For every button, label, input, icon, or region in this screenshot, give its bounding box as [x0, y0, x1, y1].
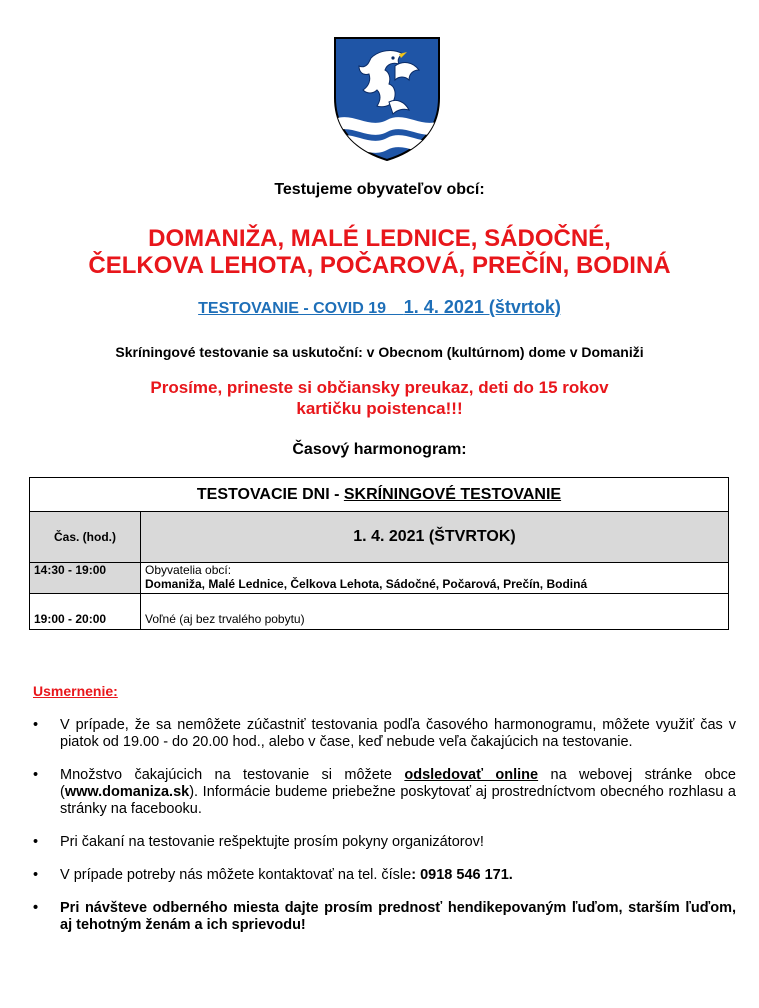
note-text: Pri čakaní na testovanie rešpektujte prosím pokyny organizátorov! — [60, 834, 484, 850]
bullet-icon: • — [33, 767, 39, 783]
bring-line-1: Prosíme, prineste si občiansky preukaz, deti do 15 rokov — [150, 378, 609, 397]
bring-notice — [0, 377, 759, 419]
list-item — [33, 867, 736, 884]
schedule-table — [29, 477, 729, 630]
bullet-icon: • — [33, 717, 39, 733]
bullet-icon: • — [33, 834, 39, 850]
note-text: na webovej stránke obce ( — [60, 767, 736, 800]
towns-line-2: ČELKOVA LEHOTA, POČAROVÁ, PREČÍN, BODINÁ — [88, 252, 671, 279]
schedule-table-title — [30, 478, 729, 512]
intro-heading: Testujeme obyvateľov obcí: — [274, 181, 485, 198]
note-text: ). Informácie budeme priebežne poskytovať aj prostredníctvom obecného rozhlasu a stránky na facebooku. — [60, 784, 736, 817]
note-text: Pri návšteve odberného miesta dajte prosím prednosť hendikepovaným ľuďom, starším ľuďom, aj tehotným ženám a ich sprievodu! — [60, 900, 736, 933]
note-text: Množstvo čakajúcich na testovanie si môžete — [60, 767, 405, 783]
table-row — [30, 594, 729, 630]
list-item — [33, 767, 736, 818]
table-row — [30, 563, 729, 594]
group-towns: Domaniža, Malé Lednice, Čelkova Lehota, Sádočné, Počarová, Prečín, Bodiná — [145, 577, 588, 591]
list-item — [33, 900, 736, 934]
time-cell: 19:00 - 20:00 — [30, 594, 141, 630]
guidance-heading: Usmernenie: — [33, 683, 118, 699]
note-text: V prípade, že sa nemôžete zúčastniť testovania podľa časového harmonogramu, môžete využiť čas v piatok od 19.00 - do 20.00 hod., alebo v čase, keď nebude veľa čakajúcich na testovanie. — [60, 717, 736, 750]
coat-of-arms-icon — [333, 36, 441, 162]
bullet-icon: • — [33, 867, 39, 883]
table-title-prefix: TESTOVACIE DNI - — [196, 485, 344, 503]
bullet-icon: • — [33, 900, 39, 916]
schedule-heading: Časový harmonogram: — [292, 441, 467, 458]
group-cell: Voľné (aj bez trvalého pobytu) — [141, 594, 729, 630]
group-cell — [141, 563, 729, 594]
screening-location: Skríningové testovanie sa uskutoční: v Obecnom (kultúrnom) dome v Domaniži — [115, 344, 644, 360]
covid-heading — [0, 297, 759, 318]
list-item — [33, 834, 736, 851]
column-header-time: Čas. (hod.) — [30, 512, 141, 563]
guidance-list — [33, 717, 736, 950]
table-header-row — [30, 512, 729, 563]
covid-label: TESTOVANIE - COVID 19 — [198, 300, 387, 317]
bring-line-2: kartičku poistenca!!! — [296, 399, 463, 418]
covid-date: 1. 4. 2021 (štvrtok) — [403, 297, 561, 317]
time-cell: 14:30 - 19:00 — [30, 563, 141, 594]
website-link[interactable]: www.domaniza.sk — [64, 784, 190, 800]
online-tracking-link[interactable]: odsledovať online — [404, 767, 539, 783]
towns-title — [0, 225, 759, 279]
towns-line-1: DOMANIŽA, MALÉ LEDNICE, SÁDOČNÉ, — [148, 225, 611, 252]
table-title-main: SKRÍNINGOVÉ TESTOVANIE — [343, 485, 562, 503]
column-header-day: 1. 4. 2021 (ŠTVRTOK) — [141, 512, 729, 563]
note-text: V prípade potreby nás môžete kontaktovať na tel. čísle — [60, 867, 412, 883]
list-item — [33, 717, 736, 751]
group-label: Obyvatelia obcí: — [145, 563, 232, 577]
phone-number: : 0918 546 171. — [411, 867, 513, 883]
